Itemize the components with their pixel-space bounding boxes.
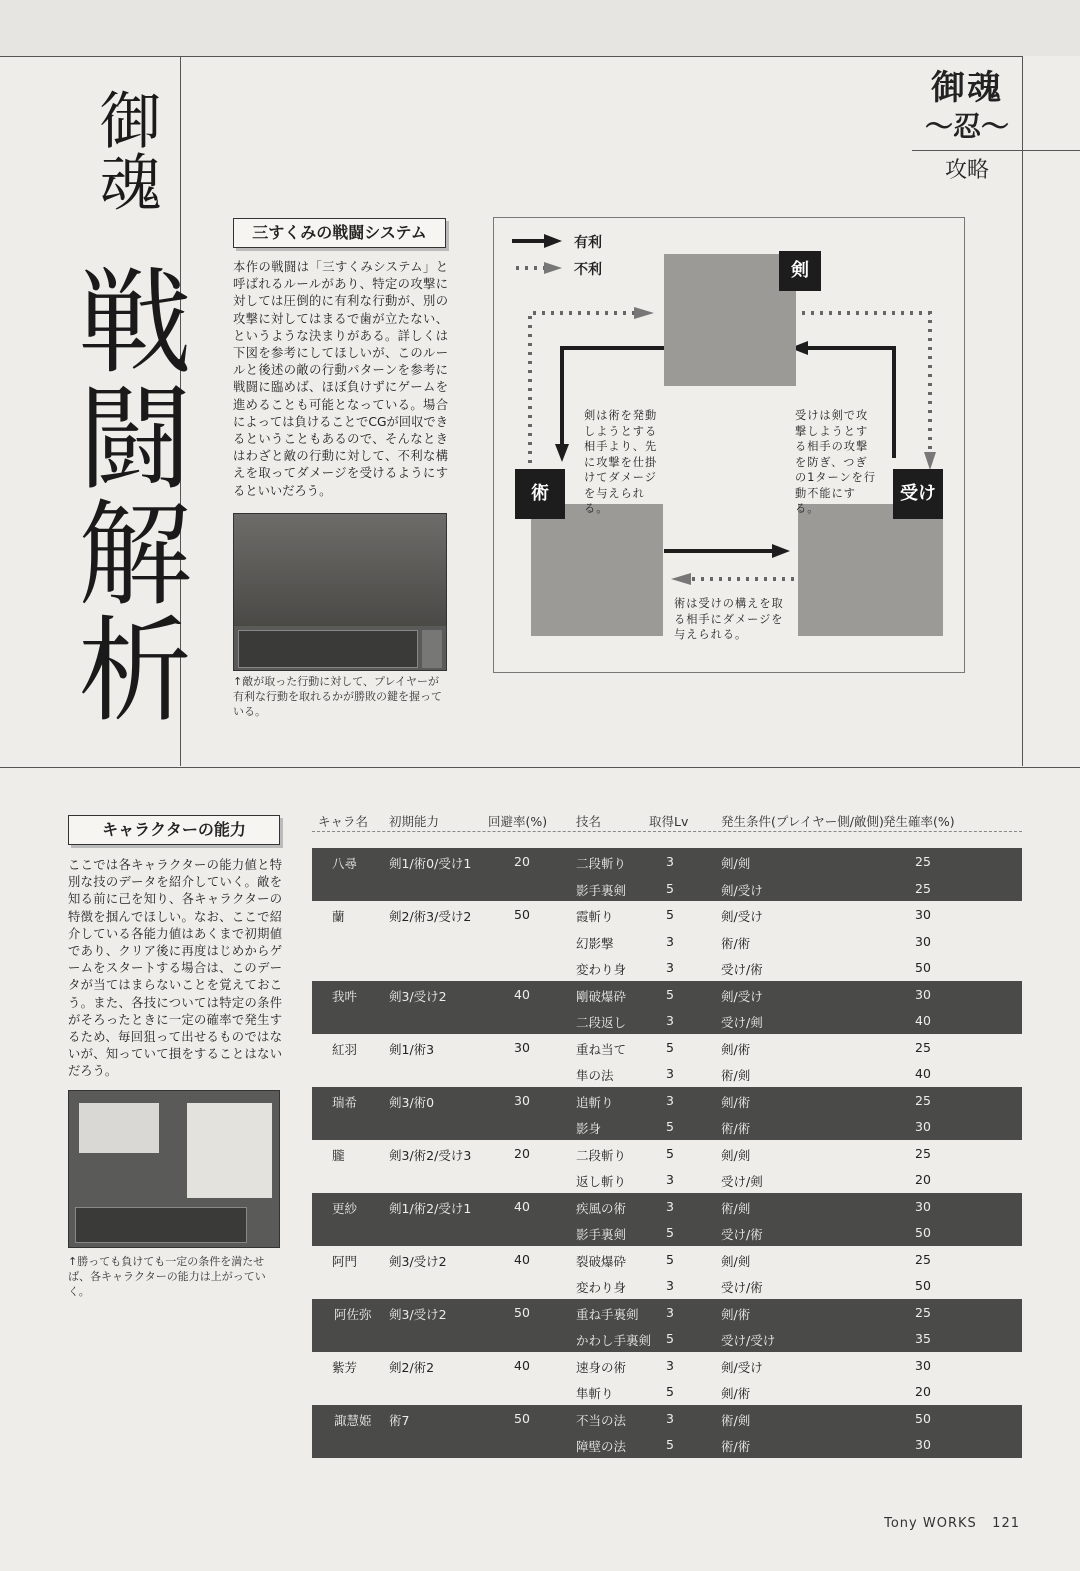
evasion-rate: 40 (514, 986, 530, 1002)
skill-level: 3 (666, 1198, 674, 1214)
skill-level: 5 (666, 1384, 674, 1399)
skill-name: 二段斬り (576, 1147, 627, 1163)
initial-stats: 剣3/術2/受け3 (389, 1147, 472, 1163)
char-name: 更紗 (332, 1200, 358, 1216)
char-name: 阿佐弥 (334, 1306, 372, 1322)
initial-stats: 術7 (389, 1412, 410, 1428)
initial-stats: 剣2/術3/受け2 (389, 909, 472, 924)
skill-level: 5 (666, 986, 674, 1002)
note-uke: 受けは剣で攻撃しようとする相手の攻撃を防ぎ、つぎの1ターンを行動不能にする。 (795, 409, 877, 515)
page-number: 121 (992, 1516, 1020, 1531)
trigger-rate: 20 (915, 1172, 931, 1187)
table-row (312, 981, 1022, 1008)
table-row (312, 1352, 1022, 1379)
skill-name: 影手裏剣 (576, 882, 627, 898)
initial-stats: 剣1/術3 (389, 1041, 435, 1057)
trigger-condition: 剣/受け (721, 988, 763, 1004)
table-row (312, 1378, 1022, 1405)
skill-level: 3 (666, 1066, 674, 1081)
ken-stance-image (664, 254, 796, 386)
col-header: 技名 (576, 814, 602, 829)
skill-name: 重ね当て (576, 1041, 627, 1057)
section-heading: 三すくみの戦闘システム (233, 218, 446, 248)
trigger-rate: 25 (915, 1092, 931, 1108)
char-name: 紫芳 (332, 1359, 358, 1375)
evasion-rate: 40 (514, 1251, 530, 1267)
note-jutsu: 術は受けの構えを取る相手にダメージを与えられる。 (674, 597, 784, 641)
col-header: 発生条件(プレイヤー側/敵側) (721, 814, 884, 829)
trigger-rate: 50 (915, 1278, 931, 1293)
table-row (312, 875, 1022, 902)
table-row (312, 1166, 1022, 1193)
trigger-rate: 20 (915, 1384, 931, 1399)
trigger-condition: 受け/剣 (721, 1174, 763, 1189)
divider (0, 767, 1080, 768)
initial-stats: 剣3/受け2 (389, 1253, 447, 1269)
trigger-condition: 剣/受け (721, 1359, 763, 1375)
trigger-rate: 50 (915, 960, 931, 975)
evasion-rate: 40 (514, 1198, 530, 1214)
char-name: 我吽 (332, 988, 358, 1004)
table-row (312, 1272, 1022, 1299)
evasion-rate: 20 (514, 1145, 530, 1161)
evasion-rate: 20 (514, 854, 530, 869)
top-band (0, 0, 1080, 56)
col-header: キャラ名 (318, 814, 369, 829)
trigger-condition: 剣/剣 (721, 856, 751, 871)
char-name: 八尋 (332, 856, 358, 871)
table-row (312, 1034, 1022, 1061)
skill-name: 変わり身 (576, 1280, 627, 1295)
initial-stats: 剣3/受け2 (389, 1306, 447, 1322)
table-row (312, 1087, 1022, 1114)
section-body: 本作の戦闘は「三すくみシステム」と呼ばれるルールがあり、特定の攻撃に対しては圧倒的に有利な行動が、別の攻撃に対してはまるで歯が立たない、というような決まりがある。詳しくは下図を参考にしてほしいが、このルールと後述の敵の行動パターンを参考に戦闘に臨めば、ほぼ負けずにゲームを進めることも可能となっている。場合によっては負けることでCGが回収できるということもあるので、そんなときはわざと敵の行動に対して、不利な構えを取ってダメージを受けるようにするといいだろう。 (233, 260, 448, 498)
evasion-rate: 50 (514, 1410, 530, 1426)
trigger-condition: 受け/剣 (721, 1015, 763, 1030)
char-name: 朧 (332, 1147, 345, 1163)
skill-name: 幻影撃 (576, 935, 614, 951)
label-jutsu: 術 (515, 469, 565, 519)
trigger-condition: 術/剣 (721, 1412, 751, 1428)
game-logo (912, 60, 1022, 184)
initial-stats: 剣3/受け2 (389, 988, 447, 1004)
trigger-condition: 術/剣 (721, 1068, 751, 1083)
trigger-condition: 剣/術 (721, 1306, 751, 1322)
trigger-rate: 25 (915, 854, 931, 869)
skill-level: 5 (666, 1145, 674, 1161)
skill-name: 疾風の術 (576, 1200, 627, 1216)
note-ken: 剣は術を発動しようとする相手より、先に攻撃を仕掛けてダメージを与えられる。 (584, 409, 658, 515)
evasion-rate: 40 (514, 1357, 530, 1373)
table-row (312, 1431, 1022, 1458)
col-header: 初期能力 (389, 814, 440, 829)
initial-stats: 剣2/術2 (389, 1359, 435, 1375)
header-divider (312, 831, 1022, 832)
section-body: ここでは各キャラクターの能力値と特別な技のデータを紹介していく。敵を知る前に己を知り、各キャラクターの特徴を掴んでほしい。なお、ここで紹介している各能力値はあくまで初期値であり、クリア後に再度はじめからゲームをスタートする場合は、このデータが当てはまらないことを覚えておこう。また、各技については特定の条件がそろったときに一定の確率で発生するため、毎回狙って出せるものではないが、知っていて損をすることはないだろう。 (68, 858, 282, 1079)
screenshot-caption: ↑勝っても負けても一定の条件を満たせば、各キャラクターの能力は上がっていく。 (68, 1255, 266, 1298)
footer (884, 1516, 1020, 1531)
trigger-condition: 受け/術 (721, 1280, 763, 1295)
table-row (312, 1113, 1022, 1140)
trigger-condition: 剣/剣 (721, 1253, 751, 1269)
game-screenshot-status (68, 1090, 280, 1248)
logo-section: 攻略 (944, 158, 989, 183)
trigger-condition: 受け/術 (721, 1227, 763, 1242)
trigger-rate: 30 (915, 1119, 931, 1134)
trigger-condition: 剣/術 (721, 1041, 751, 1057)
trigger-condition: 剣/受け (721, 909, 763, 924)
trigger-condition: 術/術 (721, 1121, 751, 1136)
skill-level: 3 (666, 1278, 674, 1293)
skill-level: 3 (666, 1410, 674, 1426)
table-row (312, 901, 1022, 928)
legend-disadvantage: 不利 (574, 262, 602, 278)
screenshot-caption: ↑敵が取った行動に対して、プレイヤーが有利な行動を取れるかが勝敗の鍵を握っている。 (233, 675, 442, 718)
page-title: 戦闘解析 (59, 262, 192, 726)
trigger-rate: 30 (915, 1357, 931, 1373)
skill-level: 3 (666, 854, 674, 869)
table-row (312, 848, 1022, 875)
table-row (312, 954, 1022, 981)
col-header: 取得Lv (649, 814, 689, 829)
trigger-condition: 術/術 (721, 1439, 751, 1454)
skill-name: 霞斬り (576, 909, 614, 924)
evasion-rate: 30 (514, 1092, 530, 1108)
three-way-diagram (493, 217, 965, 673)
skill-level: 3 (666, 1357, 674, 1373)
trigger-rate: 25 (915, 1304, 931, 1320)
trigger-condition: 術/術 (721, 935, 751, 951)
skill-level: 3 (666, 1092, 674, 1108)
skill-name: 二段斬り (576, 856, 627, 871)
trigger-rate: 25 (915, 1039, 931, 1055)
skill-name: 隼斬り (576, 1386, 614, 1401)
skill-level: 5 (666, 907, 674, 922)
skill-level: 5 (666, 1119, 674, 1134)
logo-subtitle: 〜忍〜 (924, 110, 1009, 143)
logo-title: 御魂 (931, 68, 1003, 108)
skill-level: 3 (666, 933, 674, 949)
jutsu-stance-image (531, 504, 663, 636)
trigger-rate: 30 (915, 986, 931, 1002)
initial-stats: 剣3/術0 (389, 1094, 435, 1110)
col-header: 発生確率(%) (883, 814, 955, 829)
uke-stance-image (798, 504, 943, 636)
skill-name: 障壁の法 (576, 1439, 627, 1454)
table-row (312, 1140, 1022, 1167)
skill-name: 速身の術 (576, 1359, 627, 1375)
trigger-rate: 35 (915, 1331, 931, 1346)
divider (1022, 56, 1023, 766)
trigger-condition: 受け/受け (721, 1333, 776, 1348)
skill-name: 返し斬り (576, 1174, 627, 1189)
skill-name: かわし手裏剣 (576, 1333, 652, 1348)
trigger-rate: 25 (915, 880, 931, 896)
trigger-rate: 50 (915, 1410, 931, 1426)
label-uke: 受け (893, 469, 943, 519)
char-name: 紅羽 (332, 1041, 358, 1057)
skill-name: 不当の法 (576, 1412, 627, 1428)
trigger-rate: 25 (915, 1145, 931, 1161)
label-ken: 剣 (779, 251, 821, 291)
trigger-condition: 剣/受け (721, 882, 763, 898)
skill-name: 裂破爆砕 (576, 1253, 627, 1269)
skill-level: 5 (666, 1331, 674, 1346)
trigger-rate: 30 (915, 1437, 931, 1452)
col-header: 回避率(%) (488, 814, 548, 829)
evasion-rate: 50 (514, 1304, 530, 1320)
skill-level: 5 (666, 1039, 674, 1055)
divider (0, 56, 1022, 57)
skill-level: 3 (666, 960, 674, 975)
trigger-condition: 受け/術 (721, 962, 763, 977)
table-row (312, 1193, 1022, 1220)
skill-name: 剛破爆砕 (576, 988, 627, 1004)
skill-name: 二段返し (576, 1015, 627, 1030)
table-row (312, 1219, 1022, 1246)
table-row (312, 1405, 1022, 1432)
trigger-rate: 50 (915, 1225, 931, 1240)
char-name: 蘭 (332, 909, 345, 924)
skill-level: 5 (666, 1437, 674, 1452)
trigger-rate: 30 (915, 1198, 931, 1214)
evasion-rate: 50 (514, 907, 530, 922)
table-row (312, 1299, 1022, 1326)
skill-name: 変わり身 (576, 962, 627, 977)
char-name: 諏慧姫 (334, 1412, 372, 1428)
title-small: 御魂 (89, 88, 162, 212)
skill-name: 重ね手裏剣 (576, 1306, 639, 1322)
initial-stats: 剣1/術0/受け1 (389, 856, 472, 871)
skill-level: 5 (666, 880, 674, 896)
footer-brand: Tony WORKS (884, 1516, 977, 1531)
trigger-condition: 剣/術 (721, 1094, 751, 1110)
char-name: 瑞希 (332, 1094, 358, 1110)
trigger-condition: 術/剣 (721, 1200, 751, 1216)
table-row (312, 1060, 1022, 1087)
trigger-rate: 30 (915, 907, 931, 922)
legend-advantage: 有利 (574, 235, 602, 251)
evasion-rate: 30 (514, 1039, 530, 1055)
initial-stats: 剣1/術2/受け1 (389, 1200, 472, 1216)
trigger-rate: 25 (915, 1251, 931, 1267)
trigger-rate: 40 (915, 1013, 931, 1028)
section-heading: キャラクターの能力 (68, 815, 280, 845)
skill-level: 3 (666, 1013, 674, 1028)
trigger-rate: 40 (915, 1066, 931, 1081)
skill-name: 影手裏剣 (576, 1227, 627, 1242)
table-row (312, 1007, 1022, 1034)
trigger-condition: 剣/術 (721, 1386, 751, 1401)
table-row (312, 1246, 1022, 1273)
trigger-rate: 30 (915, 933, 931, 949)
skill-name: 追斬り (576, 1094, 614, 1110)
char-name: 阿門 (332, 1253, 358, 1269)
skill-name: 影身 (576, 1121, 602, 1136)
table-row (312, 928, 1022, 955)
skill-name: 隼の法 (576, 1068, 614, 1083)
trigger-condition: 剣/剣 (721, 1147, 751, 1163)
table-row (312, 1325, 1022, 1352)
skill-level: 5 (666, 1225, 674, 1240)
skill-level: 3 (666, 1304, 674, 1320)
skill-level: 3 (666, 1172, 674, 1187)
game-screenshot (233, 513, 447, 671)
skill-level: 5 (666, 1251, 674, 1267)
